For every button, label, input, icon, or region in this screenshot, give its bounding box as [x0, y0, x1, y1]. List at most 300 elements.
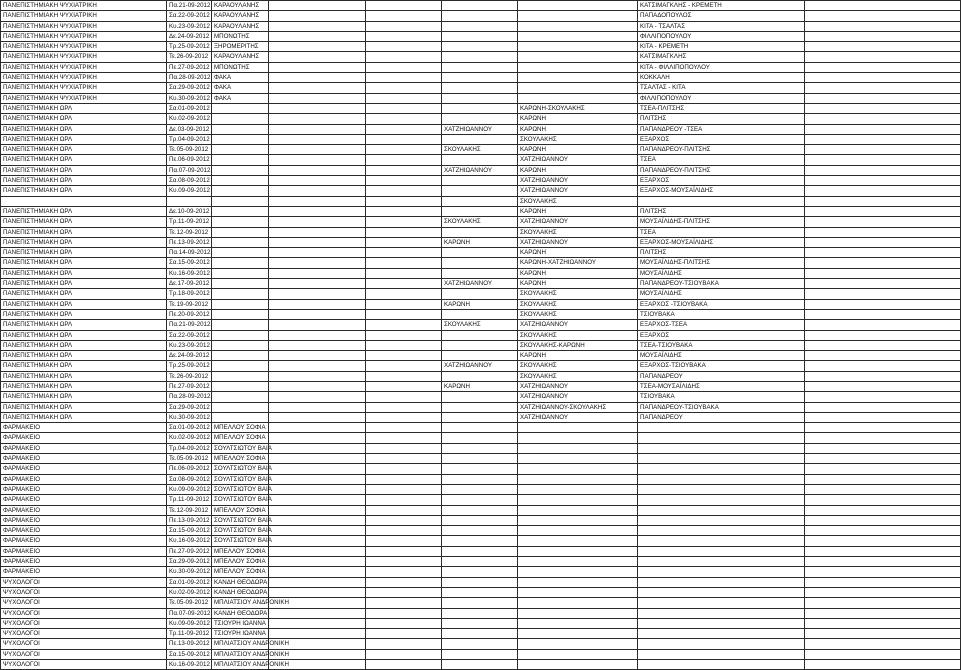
table-row	[1, 361, 961, 371]
table-row	[1, 598, 961, 608]
cell-col-i	[805, 114, 961, 124]
table-row	[1, 217, 961, 227]
cell-col-d	[269, 330, 366, 340]
cell-date: Σα.29-09-2012	[167, 557, 212, 567]
cell-col-d	[269, 381, 366, 391]
table-row	[1, 62, 961, 72]
cell-col-f	[442, 176, 518, 186]
cell-date: Κυ.30-09-2012	[167, 93, 212, 103]
cell-date: Σα.22-09-2012	[167, 330, 212, 340]
cell-col-f	[442, 1, 518, 11]
cell-col-g: ΧΑΤΖΗΙΩΑΝΝΟΥ	[518, 392, 638, 402]
cell-col-c: ΦΑΚΑ	[212, 73, 269, 83]
cell-col-h: ΠΛΙΤΣΗΣ	[638, 206, 805, 216]
cell-department: ΠΑΝΕΠΙΣΤΗΜΙΑΚΗ ΩΡΛ	[1, 309, 167, 319]
cell-col-i	[805, 248, 961, 258]
cell-col-e	[366, 402, 442, 412]
cell-department: ΠΑΝΕΠΙΣΤΗΜΙΑΚΗ ΩΡΛ	[1, 402, 167, 412]
cell-date: Σα.29-09-2012	[167, 402, 212, 412]
cell-col-f	[442, 42, 518, 52]
cell-col-e	[366, 196, 442, 206]
cell-col-f	[442, 433, 518, 443]
cell-date: Δε.17-09-2012	[167, 279, 212, 289]
cell-col-d	[269, 227, 366, 237]
cell-col-c	[212, 309, 269, 319]
cell-col-h	[638, 505, 805, 515]
cell-col-h	[638, 515, 805, 525]
cell-department: ΠΑΝΕΠΙΣΤΗΜΙΑΚΗ ΩΡΛ	[1, 299, 167, 309]
table-row	[1, 371, 961, 381]
cell-col-c: ΣΟΥΛΤΣΙΩΤΟΥ ΒΑΙΑ	[212, 515, 269, 525]
cell-col-g: ΧΑΤΖΗΙΩΑΝΝΟΥ	[518, 176, 638, 186]
cell-col-e	[366, 515, 442, 525]
cell-date: Δε.24-09-2012	[167, 31, 212, 41]
cell-col-i	[805, 227, 961, 237]
cell-col-e	[366, 660, 442, 670]
cell-col-f: ΚΑΡΩΝΗ	[442, 381, 518, 391]
cell-date: Τρ.04-09-2012	[167, 443, 212, 453]
cell-department: ΦΑΡΜΑΚΕΙΟ	[1, 464, 167, 474]
cell-col-h: ΜΟΥΣΑΪΛΙΔΗΣ	[638, 351, 805, 361]
cell-col-e	[366, 536, 442, 546]
cell-col-e	[366, 639, 442, 649]
cell-col-f	[442, 21, 518, 31]
cell-col-h	[638, 577, 805, 587]
cell-col-e	[366, 505, 442, 515]
cell-col-c	[212, 320, 269, 330]
cell-col-h	[638, 196, 805, 206]
cell-col-g	[518, 31, 638, 41]
cell-department: ΨΥΧΟΛΟΓΟΙ	[1, 660, 167, 670]
cell-col-e	[366, 557, 442, 567]
table-row	[1, 299, 961, 309]
cell-col-f	[442, 412, 518, 422]
cell-department: ΠΑΝΕΠΙΣΤΗΜΙΑΚΗ ΩΡΛ	[1, 361, 167, 371]
cell-department: ΦΑΡΜΑΚΕΙΟ	[1, 443, 167, 453]
cell-date: Κυ.02-09-2012	[167, 114, 212, 124]
cell-col-g	[518, 484, 638, 494]
cell-col-e	[366, 464, 442, 474]
cell-date: Δε.03-09-2012	[167, 124, 212, 134]
cell-col-c: ΞΗΡΟΜΕΡΙΤΗΣ	[212, 42, 269, 52]
cell-department: ΨΥΧΟΛΟΓΟΙ	[1, 629, 167, 639]
cell-col-e	[366, 526, 442, 536]
cell-col-i	[805, 42, 961, 52]
table-row	[1, 495, 961, 505]
cell-col-g: ΣΚΟΥΛΑΚΗΣ-ΚΑΡΩΝΗ	[518, 340, 638, 350]
cell-col-d	[269, 608, 366, 618]
table-row	[1, 351, 961, 361]
cell-col-i	[805, 567, 961, 577]
cell-col-g	[518, 495, 638, 505]
cell-department: ΠΑΝΕΠΙΣΤΗΜΙΑΚΗ ΩΡΛ	[1, 176, 167, 186]
cell-col-g: ΣΚΟΥΛΑΚΗΣ	[518, 330, 638, 340]
cell-col-h: ΕΞΑΡΧΟΣ-ΜΟΥΣΑΪΛΙΔΗΣ	[638, 237, 805, 247]
cell-col-c	[212, 206, 269, 216]
table-row	[1, 268, 961, 278]
cell-col-i	[805, 309, 961, 319]
cell-col-c: ΚΑΡΑΟΥΛΑΝΗΣ	[212, 21, 269, 31]
table-row	[1, 433, 961, 443]
cell-col-d	[269, 299, 366, 309]
cell-col-e	[366, 320, 442, 330]
cell-department: ΨΥΧΟΛΟΓΟΙ	[1, 618, 167, 628]
cell-col-i	[805, 618, 961, 628]
cell-col-d	[269, 237, 366, 247]
cell-col-i	[805, 526, 961, 536]
cell-date: Πα.28-09-2012	[167, 392, 212, 402]
cell-col-i	[805, 217, 961, 227]
cell-col-e	[366, 577, 442, 587]
cell-col-g	[518, 546, 638, 556]
cell-col-f	[442, 248, 518, 258]
cell-col-h: ΠΑΠΑΝΔΡΕΟΥ -ΤΣΕΑ	[638, 124, 805, 134]
table-row	[1, 103, 961, 113]
cell-col-d	[269, 340, 366, 350]
cell-col-c	[212, 237, 269, 247]
cell-date: Τε.05-09-2012	[167, 454, 212, 464]
cell-date: Πε.06-09-2012	[167, 155, 212, 165]
cell-date: Σα.01-09-2012	[167, 423, 212, 433]
cell-date: Σα.08-09-2012	[167, 474, 212, 484]
table-row	[1, 546, 961, 556]
table-row	[1, 515, 961, 525]
cell-col-c	[212, 289, 269, 299]
cell-col-g: ΚΑΡΩΝΗ	[518, 114, 638, 124]
cell-col-g: ΚΑΡΩΝΗ	[518, 351, 638, 361]
cell-col-g	[518, 42, 638, 52]
table-row	[1, 93, 961, 103]
cell-col-h: ΜΟΥΣΑΪΛΙΔΗΣ	[638, 268, 805, 278]
cell-date: Πα.21-09-2012	[167, 320, 212, 330]
cell-col-d	[269, 93, 366, 103]
cell-col-d	[269, 206, 366, 216]
cell-col-h: ΕΞΑΡΧΟΣ	[638, 134, 805, 144]
cell-col-d	[269, 567, 366, 577]
cell-col-f	[442, 464, 518, 474]
cell-col-d	[269, 515, 366, 525]
cell-department: ΨΥΧΟΛΟΓΟΙ	[1, 598, 167, 608]
cell-col-g	[518, 21, 638, 31]
cell-col-e	[366, 484, 442, 494]
table-row	[1, 206, 961, 216]
cell-col-d	[269, 279, 366, 289]
cell-col-f	[442, 505, 518, 515]
cell-date: Σα.22-09-2012	[167, 11, 212, 21]
cell-col-h: ΠΑΠΑΝΔΡΕΟΥ-ΤΣΙΟΥΒΑΚΑ	[638, 279, 805, 289]
cell-department: ΨΥΧΟΛΟΓΟΙ	[1, 608, 167, 618]
cell-col-e	[366, 1, 442, 11]
cell-col-e	[366, 608, 442, 618]
cell-col-h: ΜΟΥΣΑΪΛΙΔΗΣ	[638, 289, 805, 299]
cell-col-c: ΜΠΕΛΛΟΥ ΣΟΦΙΑ	[212, 454, 269, 464]
table-row	[1, 248, 961, 258]
cell-col-c	[212, 176, 269, 186]
cell-col-g	[518, 454, 638, 464]
cell-date: Δε.24-09-2012	[167, 351, 212, 361]
cell-col-e	[366, 309, 442, 319]
cell-col-d	[269, 402, 366, 412]
cell-col-h	[638, 423, 805, 433]
cell-department: ΠΑΝΕΠΙΣΤΗΜΙΑΚΗ ΩΡΛ	[1, 124, 167, 134]
cell-col-d	[269, 62, 366, 72]
cell-col-c	[212, 227, 269, 237]
cell-col-i	[805, 351, 961, 361]
cell-department: ΦΑΡΜΑΚΕΙΟ	[1, 505, 167, 515]
cell-col-g: ΧΑΤΖΗΙΩΑΝΝΟΥ	[518, 381, 638, 391]
cell-date: Τρ.11-09-2012	[167, 629, 212, 639]
cell-col-f	[442, 629, 518, 639]
cell-col-g	[518, 433, 638, 443]
cell-col-c: ΜΠΟΝΩΤΗΣ	[212, 62, 269, 72]
cell-col-d	[269, 124, 366, 134]
cell-col-d	[269, 536, 366, 546]
cell-department: ΠΑΝΕΠΙΣΤΗΜΙΑΚΗ ΨΥΧΙΑΤΡΙΚΗ	[1, 1, 167, 11]
cell-col-e	[366, 134, 442, 144]
cell-department: ΦΑΡΜΑΚΕΙΟ	[1, 567, 167, 577]
cell-col-h: ΕΞΑΡΧΟΣ-ΤΣΙΟΥΒΑΚΑ	[638, 361, 805, 371]
cell-col-c: ΜΠΕΛΛΟΥ ΣΟΦΙΑ	[212, 567, 269, 577]
cell-col-d	[269, 309, 366, 319]
cell-col-f: ΧΑΤΖΗΙΩΑΝΝΟΥ	[442, 165, 518, 175]
cell-col-c: ΦΑΚΑ	[212, 83, 269, 93]
cell-date: Πα.21-09-2012	[167, 1, 212, 11]
cell-col-c: ΜΠΕΛΛΟΥ ΣΟΦΙΑ	[212, 423, 269, 433]
cell-col-i	[805, 124, 961, 134]
cell-col-d	[269, 557, 366, 567]
cell-col-d	[269, 31, 366, 41]
cell-col-i	[805, 83, 961, 93]
cell-col-i	[805, 289, 961, 299]
cell-col-f	[442, 258, 518, 268]
cell-col-c	[212, 412, 269, 422]
cell-col-d	[269, 618, 366, 628]
cell-col-e	[366, 454, 442, 464]
cell-col-i	[805, 474, 961, 484]
cell-date: Κυ.09-09-2012	[167, 618, 212, 628]
cell-date: Τρ.11-09-2012	[167, 217, 212, 227]
cell-col-h: ΤΣΙΟΥΒΑΚΑ	[638, 392, 805, 402]
table-row	[1, 165, 961, 175]
cell-col-e	[366, 237, 442, 247]
cell-col-g: ΣΚΟΥΛΑΚΗΣ	[518, 134, 638, 144]
cell-col-g: ΚΑΡΩΝΗ	[518, 145, 638, 155]
cell-col-g: ΚΑΡΩΝΗ-ΣΚΟΥΛΑΚΗΣ	[518, 103, 638, 113]
cell-col-g	[518, 618, 638, 628]
cell-col-c	[212, 124, 269, 134]
cell-col-i	[805, 206, 961, 216]
cell-col-e	[366, 52, 442, 62]
cell-col-e	[366, 258, 442, 268]
cell-col-g	[518, 83, 638, 93]
cell-col-i	[805, 515, 961, 525]
cell-col-h: ΕΞΑΡΧΟΣ-ΤΣΕΑ	[638, 320, 805, 330]
cell-col-f	[442, 186, 518, 196]
cell-col-c: ΜΠΛΙΑΤΣΙΟΥ ΑΝΔΡΟΝΙΚΗ	[212, 598, 269, 608]
cell-date: Σα.08-09-2012	[167, 176, 212, 186]
table-row	[1, 134, 961, 144]
cell-col-g	[518, 526, 638, 536]
cell-col-e	[366, 186, 442, 196]
cell-col-f	[442, 567, 518, 577]
cell-col-h: ΤΣΕΑ-ΤΣΙΟΥΒΑΚΑ	[638, 340, 805, 350]
cell-col-i	[805, 1, 961, 11]
cell-col-d	[269, 52, 366, 62]
cell-col-i	[805, 31, 961, 41]
cell-col-f: ΧΑΤΖΗΙΩΑΝΝΟΥ	[442, 279, 518, 289]
cell-col-g: ΧΑΤΖΗΙΩΑΝΝΟΥ	[518, 217, 638, 227]
cell-col-e	[366, 649, 442, 659]
cell-col-g: ΧΑΤΖΗΙΩΑΝΝΟΥ	[518, 237, 638, 247]
cell-date: Κυ.02-09-2012	[167, 587, 212, 597]
cell-col-h: ΠΑΠΑΔΟΠΟΥΛΟΣ	[638, 11, 805, 21]
cell-department: ΠΑΝΕΠΙΣΤΗΜΙΑΚΗ ΩΡΛ	[1, 268, 167, 278]
cell-col-i	[805, 433, 961, 443]
cell-col-g	[518, 1, 638, 11]
cell-col-e	[366, 289, 442, 299]
cell-col-h: ΠΑΠΑΝΔΡΕΟΥ	[638, 412, 805, 422]
cell-col-e	[366, 103, 442, 113]
table-row	[1, 114, 961, 124]
cell-col-h: ΕΞΑΡΧΟΣ	[638, 176, 805, 186]
cell-department: ΨΥΧΟΛΟΓΟΙ	[1, 649, 167, 659]
table-row	[1, 608, 961, 618]
cell-col-e	[366, 443, 442, 453]
cell-col-i	[805, 629, 961, 639]
cell-date: Σα.15-09-2012	[167, 258, 212, 268]
cell-col-e	[366, 155, 442, 165]
cell-col-d	[269, 392, 366, 402]
cell-col-d	[269, 186, 366, 196]
cell-col-e	[366, 330, 442, 340]
table-row	[1, 587, 961, 597]
roster-body	[1, 1, 961, 670]
cell-col-i	[805, 402, 961, 412]
cell-col-g	[518, 567, 638, 577]
cell-col-d	[269, 73, 366, 83]
cell-department: ΠΑΝΕΠΙΣΤΗΜΙΑΚΗ ΩΡΛ	[1, 279, 167, 289]
cell-col-e	[366, 495, 442, 505]
cell-col-c: ΜΠΛΙΑΤΣΙΟΥ ΑΝΔΡΟΝΙΚΗ	[212, 639, 269, 649]
cell-department: ΠΑΝΕΠΙΣΤΗΜΙΑΚΗ ΩΡΛ	[1, 248, 167, 258]
cell-col-f	[442, 557, 518, 567]
cell-date: Πε.13-09-2012	[167, 515, 212, 525]
cell-date: Τε.05-09-2012	[167, 598, 212, 608]
cell-col-g: ΣΚΟΥΛΑΚΗΣ	[518, 361, 638, 371]
cell-col-g	[518, 52, 638, 62]
cell-col-e	[366, 42, 442, 52]
cell-date: Κυ.23-09-2012	[167, 21, 212, 31]
cell-col-g	[518, 423, 638, 433]
cell-col-d	[269, 484, 366, 494]
table-row	[1, 11, 961, 21]
cell-department: ΠΑΝΕΠΙΣΤΗΜΙΑΚΗ ΩΡΛ	[1, 320, 167, 330]
table-row	[1, 412, 961, 422]
cell-col-h	[638, 484, 805, 494]
cell-col-i	[805, 495, 961, 505]
cell-col-f	[442, 515, 518, 525]
table-row	[1, 330, 961, 340]
table-row	[1, 464, 961, 474]
cell-department: ΠΑΝΕΠΙΣΤΗΜΙΑΚΗ ΩΡΛ	[1, 258, 167, 268]
table-row	[1, 402, 961, 412]
cell-col-d	[269, 351, 366, 361]
cell-col-d	[269, 103, 366, 113]
table-row	[1, 31, 961, 41]
cell-col-e	[366, 21, 442, 31]
cell-col-g: ΧΑΤΖΗΙΩΑΝΝΟΥ-ΣΚΟΥΛΑΚΗΣ	[518, 402, 638, 412]
cell-col-g: ΣΚΟΥΛΑΚΗΣ	[518, 196, 638, 206]
cell-col-c: ΜΠΟΝΩΤΗΣ	[212, 31, 269, 41]
cell-department: ΦΑΡΜΑΚΕΙΟ	[1, 454, 167, 464]
cell-date: Πα.07-09-2012	[167, 608, 212, 618]
cell-col-g	[518, 587, 638, 597]
cell-col-g	[518, 608, 638, 618]
cell-col-i	[805, 454, 961, 464]
cell-col-e	[366, 423, 442, 433]
cell-col-i	[805, 330, 961, 340]
cell-col-e	[366, 227, 442, 237]
cell-col-f	[442, 351, 518, 361]
cell-col-d	[269, 361, 366, 371]
cell-col-c	[212, 268, 269, 278]
table-row	[1, 629, 961, 639]
cell-department: ΠΑΝΕΠΙΣΤΗΜΙΑΚΗ ΩΡΛ	[1, 340, 167, 350]
cell-col-h	[638, 660, 805, 670]
cell-col-g: ΚΑΡΩΝΗ	[518, 124, 638, 134]
cell-date: Πα.07-09-2012	[167, 165, 212, 175]
cell-col-e	[366, 73, 442, 83]
cell-col-e	[366, 433, 442, 443]
cell-col-f	[442, 454, 518, 464]
cell-col-e	[366, 299, 442, 309]
cell-col-e	[366, 217, 442, 227]
cell-date: Τρ.18-09-2012	[167, 289, 212, 299]
cell-col-g: ΣΚΟΥΛΑΚΗΣ	[518, 309, 638, 319]
cell-col-h: ΠΑΠΑΝΔΡΕΟΥ	[638, 371, 805, 381]
cell-col-h: ΤΣΕΑ	[638, 227, 805, 237]
cell-department: ΠΑΝΕΠΙΣΤΗΜΙΑΚΗ ΨΥΧΙΑΤΡΙΚΗ	[1, 11, 167, 21]
table-row	[1, 289, 961, 299]
cell-col-g	[518, 515, 638, 525]
cell-col-h: ΜΟΥΣΑΪΛΙΔΗΣ-ΠΛΙΤΣΗΣ	[638, 217, 805, 227]
cell-col-c	[212, 381, 269, 391]
cell-col-d	[269, 114, 366, 124]
cell-col-f	[442, 73, 518, 83]
cell-col-f	[442, 289, 518, 299]
cell-col-g: ΣΚΟΥΛΑΚΗΣ	[518, 227, 638, 237]
cell-col-i	[805, 536, 961, 546]
cell-col-f	[442, 474, 518, 484]
cell-col-i	[805, 598, 961, 608]
cell-col-h	[638, 474, 805, 484]
cell-date	[167, 196, 212, 206]
cell-date: Κυ.16-09-2012	[167, 536, 212, 546]
cell-col-d	[269, 21, 366, 31]
cell-col-d	[269, 371, 366, 381]
cell-col-g	[518, 62, 638, 72]
cell-col-i	[805, 279, 961, 289]
table-row	[1, 1, 961, 11]
cell-department: ΦΑΡΜΑΚΕΙΟ	[1, 536, 167, 546]
cell-col-i	[805, 412, 961, 422]
cell-col-d	[269, 412, 366, 422]
cell-department: ΠΑΝΕΠΙΣΤΗΜΙΑΚΗ ΨΥΧΙΑΤΡΙΚΗ	[1, 52, 167, 62]
cell-col-i	[805, 237, 961, 247]
cell-col-e	[366, 587, 442, 597]
cell-col-i	[805, 371, 961, 381]
cell-col-f	[442, 577, 518, 587]
